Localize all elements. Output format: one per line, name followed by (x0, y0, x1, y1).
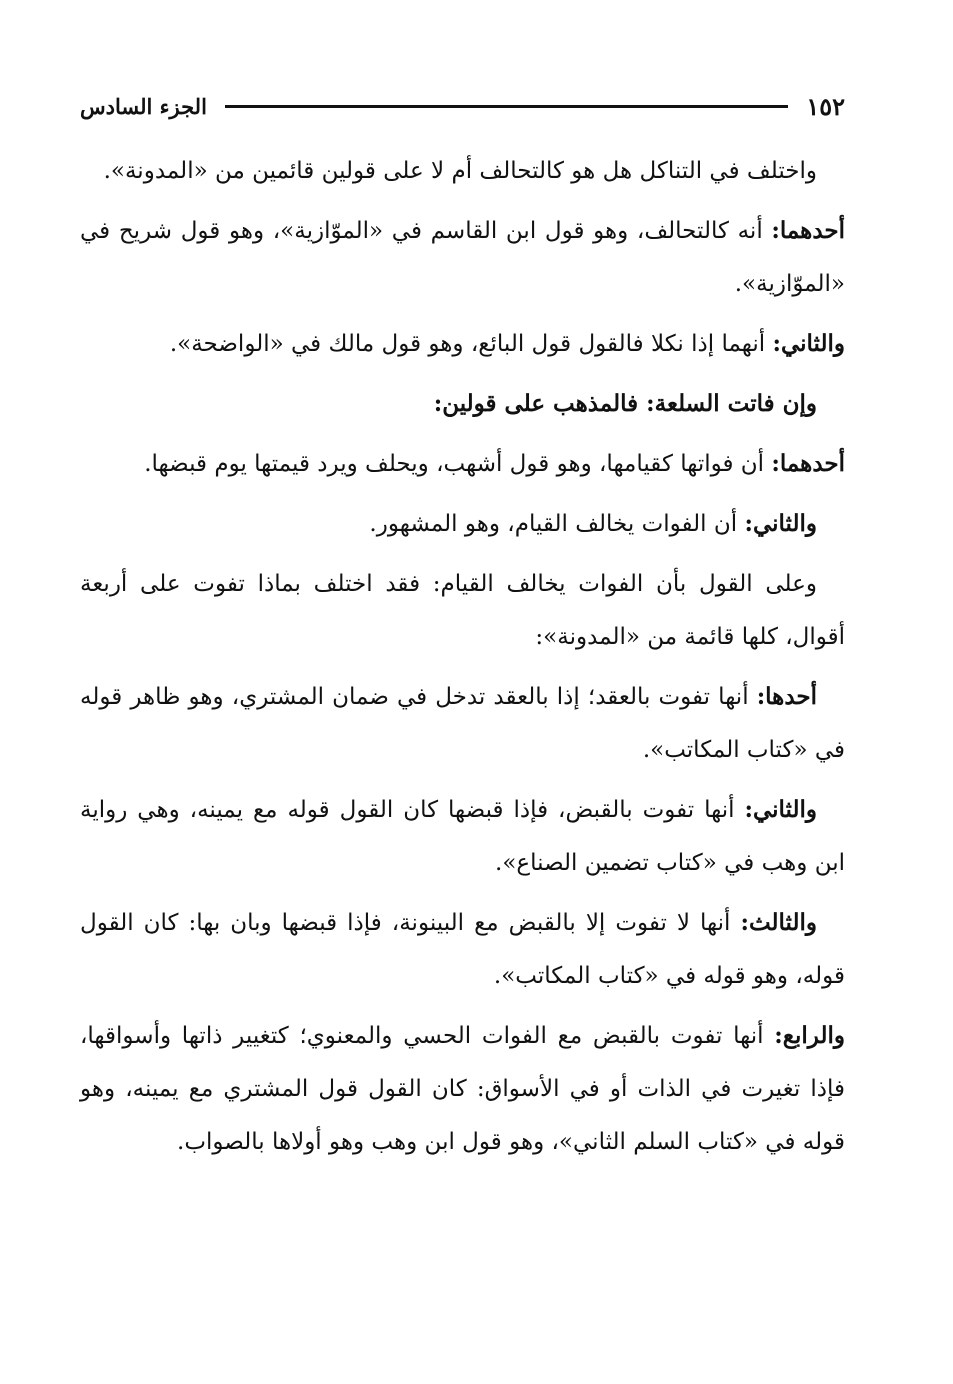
paragraph-text: أنهما إذا نكلا فالقول قول البائع، وهو قول مالك في «الواضحة». (169, 331, 773, 357)
paragraph (80, 144, 845, 198)
paragraph-text: أنه كالتحالف، وهو قول ابن القاسم في «الموّازية»، وهو قول شريح في «الموّازية». (80, 218, 845, 297)
paragraph-term: أحدهما: (771, 217, 845, 244)
paragraph-term: أحدها: (756, 683, 817, 710)
paragraph-term: والثاني: (772, 330, 845, 357)
paragraph-term: والثاني: (744, 510, 817, 537)
paragraph-text: أن الفوات يخالف القيام، وهو المشهور. (369, 511, 745, 537)
paragraph-term: أحدهما: (771, 450, 845, 477)
paragraph-text: واختلف في التناكل هل هو كالتحالف أم لا على قولين قائمين من «المدونة». (103, 158, 817, 184)
paragraph (80, 497, 845, 551)
paragraph-text: أنها تفوت بالعقد؛ إذا بالعقد تدخل في ضمان المشتري، وهو ظاهر قوله في «كتاب المكاتب». (80, 684, 845, 763)
paragraph-text: أنها تفوت بالقبض، فإذا قبضها كان القول قوله مع يمينه، وهي رواية ابن وهب في «كتاب تضمين الصناع». (80, 797, 845, 876)
paragraph-text: أن فواتها كقيامها، وهو قول أشهب، ويحلف ويرد قيمتها يوم قبضها. (144, 451, 772, 477)
page-body (80, 144, 845, 1175)
section-heading (80, 377, 845, 431)
running-title: الجزء السادس (80, 93, 207, 119)
paragraph-term: والثاني: (744, 796, 817, 823)
header-rule (225, 105, 788, 108)
paragraph-term: والرابع: (774, 1022, 845, 1049)
paragraph (80, 1009, 845, 1169)
page-number: ١٥٢ (806, 91, 845, 121)
paragraph (80, 896, 845, 1003)
page-header (80, 88, 845, 124)
paragraph (80, 557, 845, 664)
paragraph (80, 204, 845, 311)
paragraph (80, 317, 845, 371)
paragraph (80, 670, 845, 777)
paragraph (80, 437, 845, 491)
paragraph (80, 783, 845, 890)
section-heading-text: وإن فاتت السلعة: فالمذهب على قولين: (433, 390, 817, 417)
paragraph-text: وعلى القول بأن الفوات يخالف القيام: فقد اختلف بماذا تفوت على أربعة أقوال، كلها قائمة من «المدونة»: (80, 571, 845, 650)
paragraph-text: أنها تفوت بالقبض مع الفوات الحسي والمعنوي؛ كتغيير ذاتها وأسواقها، فإذا تغيرت في الذات أو في الأسواق: كان القول قول المشتري مع يمينه، وهو قوله في «كتاب السلم الثاني»، وهو قول ابن وهب وهو أولاها بالصواب. (80, 1023, 845, 1155)
paragraph-text: أنها لا تفوت إلا بالقبض مع البينونة، فإذا قبضها وبان بها: كان القول قوله، وهو قوله في «كتاب المكاتب». (80, 910, 845, 989)
paragraph-term: والثالث: (740, 909, 817, 936)
